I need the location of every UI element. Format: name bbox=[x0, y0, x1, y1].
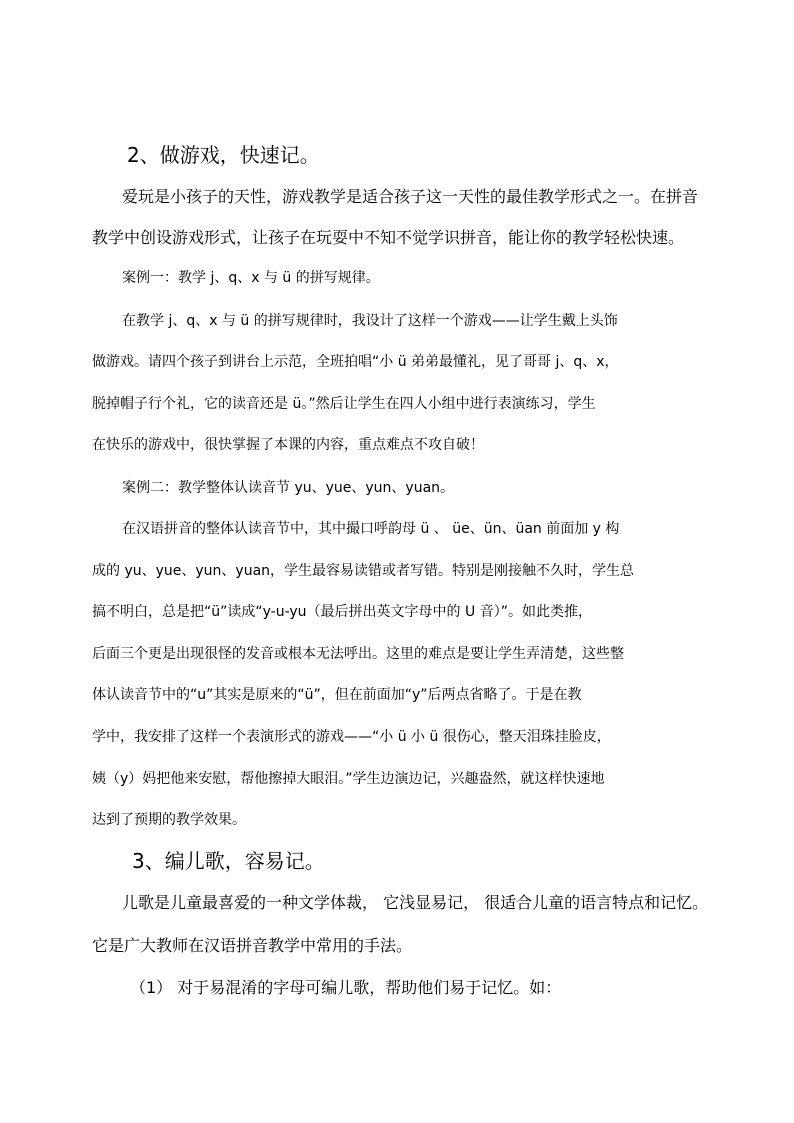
paragraph-line: 儿歌是儿童最喜爱的一种文学体裁， 它浅显易记， 很适合儿童的语言特点和记忆。 bbox=[122, 893, 709, 912]
paragraph-line: 在教学 j、q、x 与 ü 的拼写规律时，我设计了这样一个游戏——让学生戴上头饰 bbox=[122, 313, 618, 329]
paragraph-line: 体认读音节中的“u”其实是原来的“ü”，但在前面加“y”后两点省略了。于是在教 bbox=[92, 687, 582, 703]
paragraph-line: 教学中创设游戏形式，让孩子在玩耍中不知不觉学识拼音，能让你的教学轻松快速。 bbox=[92, 228, 685, 247]
case-title: 案例二：教学整体认读音节 yu、yue、yun、yuan。 bbox=[122, 480, 455, 496]
paragraph-line: 姨（y）妈把他来安慰，帮他擦掉大眼泪。”学生边演边记，兴趣盎然，就这样快速地 bbox=[92, 771, 605, 787]
paragraph-line: 搞不明白，总是把“ü”读成“y-u-yu（最后拼出英文字母中的 U 音）”。如此类推， bbox=[92, 604, 592, 620]
section-heading-2: 2、做游戏，快速记。 bbox=[127, 143, 320, 167]
paragraph-line: 后面三个更是出现很怪的发音或根本无法呼出。这里的难点是要让学生弄清楚，这些整 bbox=[92, 646, 624, 662]
paragraph-line: 脱掉帽子行个礼，它的读音还是 ü。”然后让学生在四人小组中进行表演练习，学生 bbox=[92, 396, 596, 412]
paragraph-line: 达到了预期的教学效果。 bbox=[92, 812, 246, 828]
case-title: 案例一：教学 j、q、x 与 ü 的拼写规律。 bbox=[122, 270, 380, 286]
paragraph-line: 它是广大教师在汉语拼音教学中常用的手法。 bbox=[92, 936, 413, 955]
paragraph-line: 在快乐的游戏中，很快掌握了本课的内容，重点难点不攻自破！ bbox=[92, 437, 484, 453]
paragraph-line: 做游戏。请四个孩子到讲台上示范，全班拍唱“小 ü 弟弟最懂礼，见了哥哥 j、q、x， bbox=[92, 354, 619, 370]
paragraph-line: 在汉语拼音的整体认读音节中，其中撮口呼韵母 ü 、 üe、ün、üan 前面加 y 构 bbox=[122, 521, 620, 537]
paragraph-line: 学中，我安排了这样一个表演形式的游戏——“小 ü 小 ü 很伤心，整天泪珠挂脸皮， bbox=[92, 729, 611, 745]
section-heading-3: 3、编儿歌，容易记。 bbox=[132, 849, 325, 873]
paragraph-line: 成的 yu、yue、yun、yuan，学生最容易读错或者写错。特别是刚接触不久时，学生总 bbox=[92, 563, 635, 579]
paragraph-line: 爱玩是小孩子的天性，游戏教学是适合孩子这一天性的最佳教学形式之一。在拼音 bbox=[122, 187, 699, 206]
list-item-1: （1） 对于易混淆的字母可编儿歌，帮助他们易于记忆。如： bbox=[130, 978, 562, 997]
